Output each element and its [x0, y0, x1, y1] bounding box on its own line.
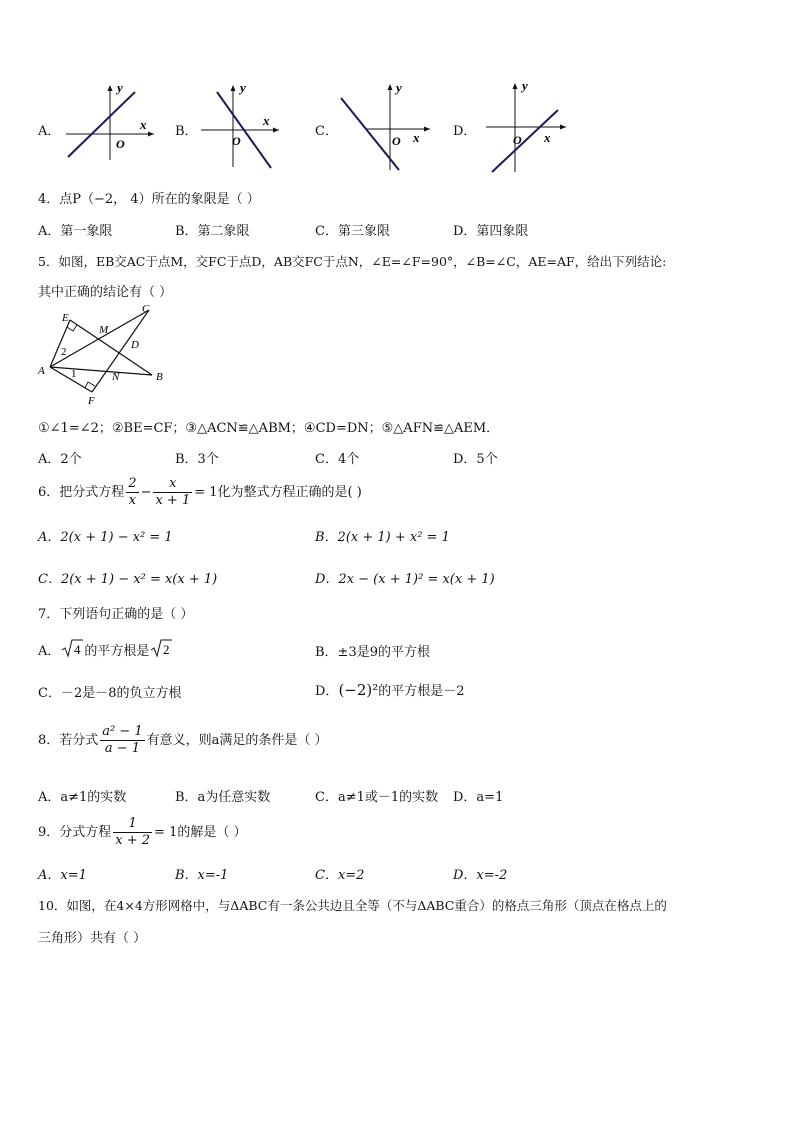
- q6-minus: −: [140, 485, 152, 500]
- q7-a-r1: 4: [74, 642, 81, 657]
- q7-option-a: [38, 638, 173, 665]
- q8-stem-pre: 8．若分式: [38, 733, 99, 748]
- q9-stem-pre: 9．分式方程: [38, 825, 112, 840]
- q9-den: x + 2: [115, 833, 151, 848]
- q7-a-mid: 的平方根是: [84, 644, 150, 659]
- q6-f1-den: x: [128, 493, 137, 508]
- q9-option-c: C．x=2: [315, 868, 365, 883]
- q7-a-pre: A．: [38, 644, 61, 659]
- q9-option-d: D．x=-2: [453, 868, 508, 883]
- q4-option-b: B．第二象限: [175, 224, 250, 239]
- q3-a-y: y: [117, 82, 123, 95]
- q5-option-d: D．5个: [453, 452, 498, 467]
- q8-fraction: [100, 724, 144, 757]
- q7-d-expr: (−2)²: [338, 681, 379, 699]
- q4-option-d: D．第四象限: [453, 224, 529, 239]
- q3-d-o: O: [513, 133, 522, 147]
- q7-option-d: [315, 680, 465, 699]
- q6-f2-num: x: [153, 476, 192, 493]
- q8-option-b: B．a为任意实数: [175, 790, 271, 805]
- q5-fig-angle2: 2: [61, 346, 67, 358]
- q9-num: 1: [113, 816, 152, 833]
- q5-fig-angle1: 1: [71, 368, 77, 380]
- q6-option-d: D．2x − (x + 1)² = x(x + 1): [315, 572, 495, 587]
- q6-f1-num: 2: [128, 476, 137, 491]
- q5-fig-d: D: [131, 339, 139, 351]
- q8-stem-post: 有意义，则a满足的条件是（ ）: [146, 733, 328, 748]
- q5-fig-c: C: [142, 303, 150, 315]
- q6-stem: [38, 476, 362, 509]
- q3-graph-a: [60, 82, 160, 162]
- q8-option-d: D．a=1: [453, 790, 504, 805]
- q3-a-x: x: [140, 117, 147, 132]
- q7-option-b: B．±3是9的平方根: [315, 645, 430, 660]
- q3-option-b-label: B．: [175, 124, 198, 139]
- q3-graph-d: [482, 80, 572, 178]
- q5-fig-n: N: [112, 371, 120, 383]
- q3-a-o: O: [116, 137, 125, 151]
- q5-stem-line1: 5．如图，EB交AC于点M，交FC于点D，AB交FC于点N，∠E=∠F=90°，∠B=∠C，AE=AF，给出下列结论:: [38, 254, 667, 269]
- q10-stem-line1: 10．如图，在4×4方形网格中，与ΔABC有一条公共边且全等（不与ΔABC重合）的格点三角形（顶点在格点上的: [38, 898, 667, 913]
- q8-stem: [38, 724, 328, 757]
- q5-conclusions: ①∠1=∠2；②BE=CF；③△ACN≌△ABM；④CD=DN；⑤△AFN≌△AEM．: [38, 421, 500, 436]
- sqrt-2-icon: [150, 638, 172, 665]
- q3-c-x: x: [413, 130, 420, 145]
- q6-fraction-1: [126, 476, 138, 509]
- q6-option-a: A．2(x + 1) − x² = 1: [38, 530, 173, 545]
- q9-stem-post: = 1的解是（ ）: [154, 825, 247, 840]
- q8-option-a: A．a≠1的实数: [38, 790, 127, 805]
- q8-option-c: C．a≠1或－1的实数: [315, 790, 439, 805]
- q3-d-y: y: [522, 80, 528, 93]
- q3-c-y: y: [396, 80, 402, 95]
- q6-f2-den: x + 1: [155, 493, 191, 508]
- q5-fig-a: A: [38, 365, 45, 377]
- q3-graph-c: [335, 80, 435, 175]
- q10-stem-line2: 三角形）共有（ ）: [38, 931, 147, 946]
- q3-b-y: y: [240, 82, 246, 95]
- q3-option-a-label: A．: [38, 124, 61, 139]
- q3-option-c-label: C．: [315, 124, 338, 139]
- q5-fig-m: M: [99, 324, 109, 336]
- q7-d-post: 的平方根是－2: [378, 684, 465, 699]
- q5-figure: [32, 300, 177, 412]
- q9-fraction: [113, 816, 152, 849]
- q5-fig-f: F: [88, 395, 95, 407]
- q8-num: a² − 1: [102, 724, 143, 739]
- q3-option-d-label: D．: [453, 124, 477, 139]
- q5-fig-b: B: [156, 371, 163, 383]
- q3-graph-b: [195, 82, 295, 172]
- q3-c-o: O: [392, 134, 401, 148]
- q8-den: a − 1: [104, 741, 141, 756]
- sqrt-4-icon: [61, 638, 83, 665]
- q3-b-o: O: [232, 134, 241, 148]
- q9-option-a: A．x=1: [38, 868, 87, 883]
- q7-option-c: C．－2是－8的负立方根: [38, 686, 182, 701]
- q4-option-c: C．第三象限: [315, 224, 390, 239]
- q9-stem: [38, 816, 246, 849]
- q5-option-a: A．2个: [38, 452, 82, 467]
- q7-a-r2: 2: [163, 642, 170, 657]
- q3-d-x: x: [544, 130, 551, 145]
- q5-fig-e: E: [62, 312, 69, 324]
- q7-stem: 7．下列语句正确的是（ ）: [38, 607, 194, 622]
- q5-option-c: C．4个: [315, 452, 360, 467]
- q6-stem-pre: 6．把分式方程: [38, 485, 125, 500]
- q7-d-pre: D．: [315, 684, 339, 699]
- q5-stem-line2: 其中正确的结论有（ ）: [38, 285, 173, 300]
- q6-option-c: C．2(x + 1) − x² = x(x + 1): [38, 572, 218, 587]
- q6-option-b: B．2(x + 1) + x² = 1: [315, 530, 450, 545]
- q9-option-b: B．x=-1: [175, 868, 229, 883]
- q5-option-b: B．3个: [175, 452, 219, 467]
- q6-fraction-2: [153, 476, 192, 509]
- q4-stem: 4．点P（−2， 4）所在的象限是（ ）: [38, 192, 260, 207]
- q4-option-a: A．第一象限: [38, 224, 113, 239]
- q3-b-x: x: [263, 113, 270, 128]
- q6-stem-post: = 1化为整式方程正确的是( ): [194, 485, 362, 500]
